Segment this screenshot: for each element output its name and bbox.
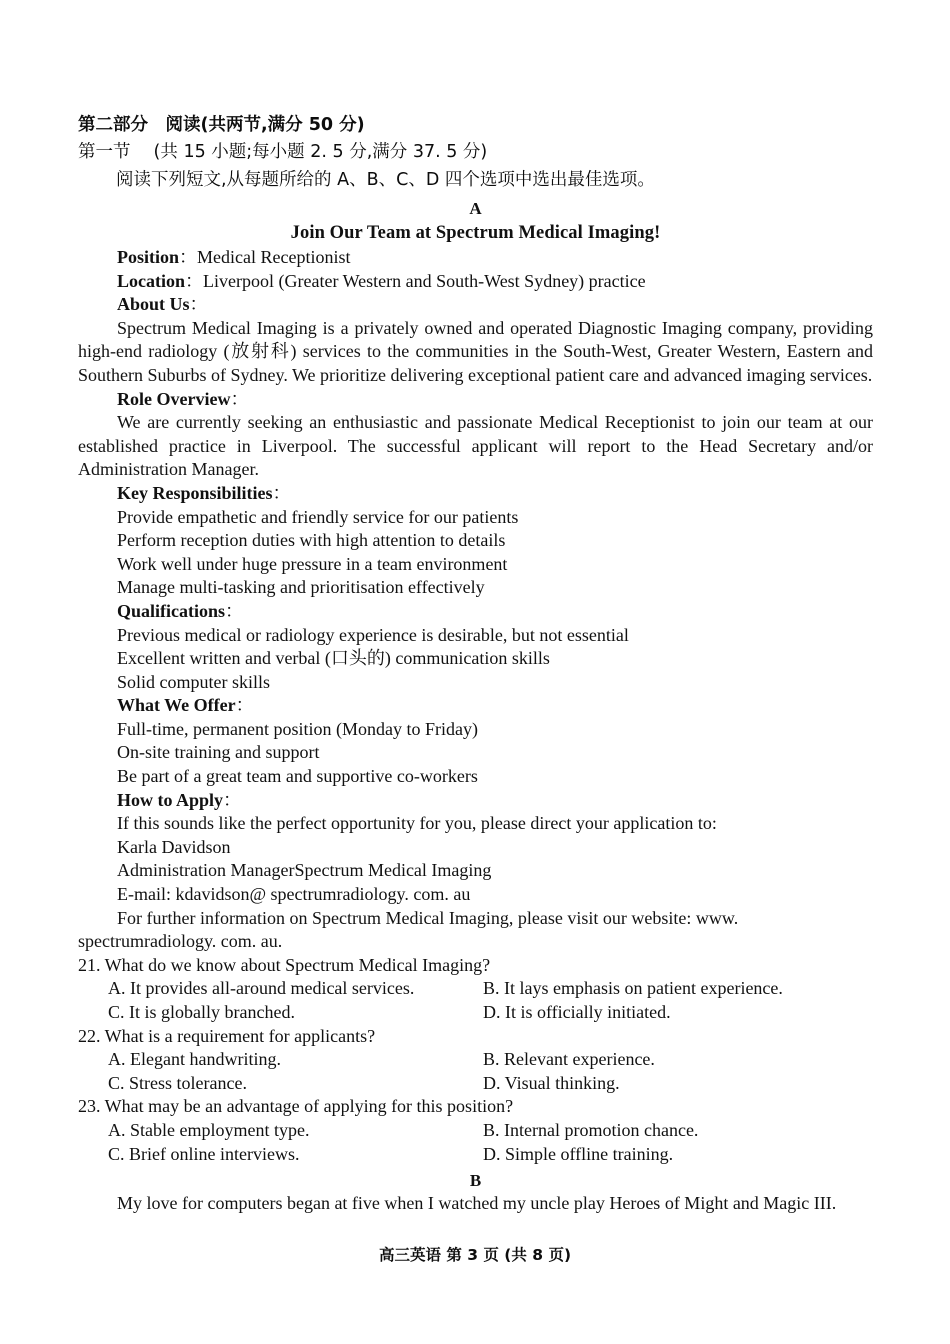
question-options bbox=[78, 1048, 873, 1072]
role-overview-line bbox=[78, 388, 873, 412]
list-item: Solid computer skills bbox=[117, 671, 270, 692]
option-a[interactable]: A. It provides all-around medical services. bbox=[108, 978, 415, 999]
question-stem: 21. What do we know about Spectrum Medical Imaging? bbox=[78, 954, 491, 975]
apply-email-line: E-mail: kdavidson@ spectrumradiology. com. au bbox=[117, 884, 471, 905]
passage-b-first-line: My love for computers began at five when I watched my uncle play Heroes of Might and Magic III. bbox=[117, 1193, 837, 1214]
list-item: Full-time, permanent position (Monday to Friday) bbox=[117, 718, 478, 739]
position-colon: ： bbox=[179, 247, 198, 267]
section-instruction: 阅读下列短文,从每题所给的 A、B、C、D 四个选项中选出最佳选项。 bbox=[116, 170, 655, 190]
option-c[interactable]: C. It is globally branched. bbox=[108, 1002, 295, 1022]
passage-b-letter: B bbox=[469, 1171, 482, 1191]
question-options bbox=[78, 1119, 873, 1143]
option-a[interactable]: A. Elegant handwriting. bbox=[108, 1049, 281, 1070]
qualifications-line bbox=[78, 600, 873, 624]
position-value: Medical Receptionist bbox=[197, 247, 351, 267]
location-value: Liverpool (Greater Western and South-West Sydney) practice bbox=[203, 270, 646, 291]
role-overview-paragraph: We are currently seeking an enthusiastic and passionate Medical Receptionist to join our team at our established practice in Liverpool. The successful applicant will report to the Head Secretary and/or Administration Manager. bbox=[78, 412, 873, 480]
responsibilities-label: Key Responsibilities bbox=[117, 482, 273, 503]
option-d[interactable]: D. Simple offline training. bbox=[483, 1143, 674, 1164]
list-item: Excellent written and verbal (口头的) communication skills bbox=[117, 648, 550, 669]
apply-line: Administration ManagerSpectrum Medical Imaging bbox=[117, 860, 492, 881]
website-paragraph: For further information on Spectrum Medical Imaging, please visit our website: www. spectrumradiology. com. au. bbox=[78, 907, 739, 952]
responsibilities-colon: ： bbox=[272, 482, 291, 503]
option-d[interactable]: D. It is officially initiated. bbox=[483, 1002, 671, 1022]
question-options bbox=[78, 1001, 873, 1025]
section-node-heading: 第一节 (共 15 小题;每小题 2. 5 分,满分 37. 5 分) bbox=[78, 142, 488, 162]
location-line bbox=[78, 270, 873, 294]
list-item: On-site training and support bbox=[117, 742, 320, 763]
question-options bbox=[78, 977, 873, 1001]
passage-a-title: Join Our Team at Spectrum Medical Imaging! bbox=[290, 223, 661, 243]
how-to-apply-colon: ： bbox=[223, 789, 242, 810]
option-d[interactable]: D. Visual thinking. bbox=[483, 1072, 620, 1093]
option-a[interactable]: A. Stable employment type. bbox=[108, 1119, 310, 1140]
list-item: Provide empathetic and friendly service for our patients bbox=[117, 506, 519, 527]
list-item: Work well under huge pressure in a team environment bbox=[117, 553, 508, 574]
location-colon: ： bbox=[185, 270, 204, 291]
position-line bbox=[78, 246, 873, 270]
position-label: Position bbox=[117, 247, 180, 267]
about-us-paragraph: Spectrum Medical Imaging is a privately owned and operated Diagnostic Imaging company, providing high-end radiology (放射科) services to the communities in the South-West, Greater Western, Eastern and Southern Suburbs of Sydney. We prioritize delivering exceptional patient care and advanced imaging services. bbox=[78, 317, 873, 385]
question-stem: 23. What may be an advantage of applying for this position? bbox=[78, 1096, 514, 1117]
question-stem: 22. What is a requirement for applicants? bbox=[78, 1025, 376, 1046]
how-to-apply-label: How to Apply bbox=[117, 789, 224, 810]
passage-a-letter: A bbox=[469, 199, 482, 218]
what-we-offer-colon: ： bbox=[235, 695, 254, 716]
page-content bbox=[78, 112, 873, 1216]
option-c[interactable]: C. Stress tolerance. bbox=[108, 1072, 247, 1093]
section-part-heading: 第二部分 阅读(共两节,满分 50 分) bbox=[78, 115, 365, 135]
qualifications-colon: ： bbox=[225, 600, 244, 621]
list-item: Manage multi-tasking and prioritisation effectively bbox=[117, 577, 485, 598]
list-item: Previous medical or radiology experience is desirable, but not essential bbox=[117, 624, 629, 645]
about-us-label: About Us bbox=[117, 294, 190, 315]
qualifications-label: Qualifications bbox=[117, 600, 226, 621]
option-c[interactable]: C. Brief online interviews. bbox=[108, 1143, 300, 1164]
option-b[interactable]: B. It lays emphasis on patient experience. bbox=[483, 978, 783, 999]
about-us-colon: ： bbox=[189, 294, 208, 315]
option-b[interactable]: B. Relevant experience. bbox=[483, 1049, 655, 1070]
how-to-apply-line bbox=[78, 789, 873, 813]
apply-line: If this sounds like the perfect opportunity for you, please direct your application to: bbox=[117, 813, 717, 834]
about-us-line bbox=[78, 293, 873, 317]
what-we-offer-label: What We Offer bbox=[117, 695, 236, 716]
location-label: Location bbox=[117, 270, 186, 291]
responsibilities-line bbox=[78, 482, 873, 506]
page-footer: 高三英语 第 3 页 (共 8 页) bbox=[378, 1246, 572, 1264]
question-options bbox=[78, 1143, 873, 1167]
role-overview-label: Role Overview bbox=[117, 388, 231, 409]
list-item: Be part of a great team and supportive co-workers bbox=[117, 766, 478, 787]
role-overview-colon: ： bbox=[230, 388, 249, 409]
apply-line: Karla Davidson bbox=[117, 836, 231, 857]
option-b[interactable]: B. Internal promotion chance. bbox=[483, 1119, 699, 1140]
question-options bbox=[78, 1072, 873, 1096]
list-item: Perform reception duties with high attention to details bbox=[117, 530, 506, 551]
what-we-offer-line bbox=[78, 694, 873, 718]
